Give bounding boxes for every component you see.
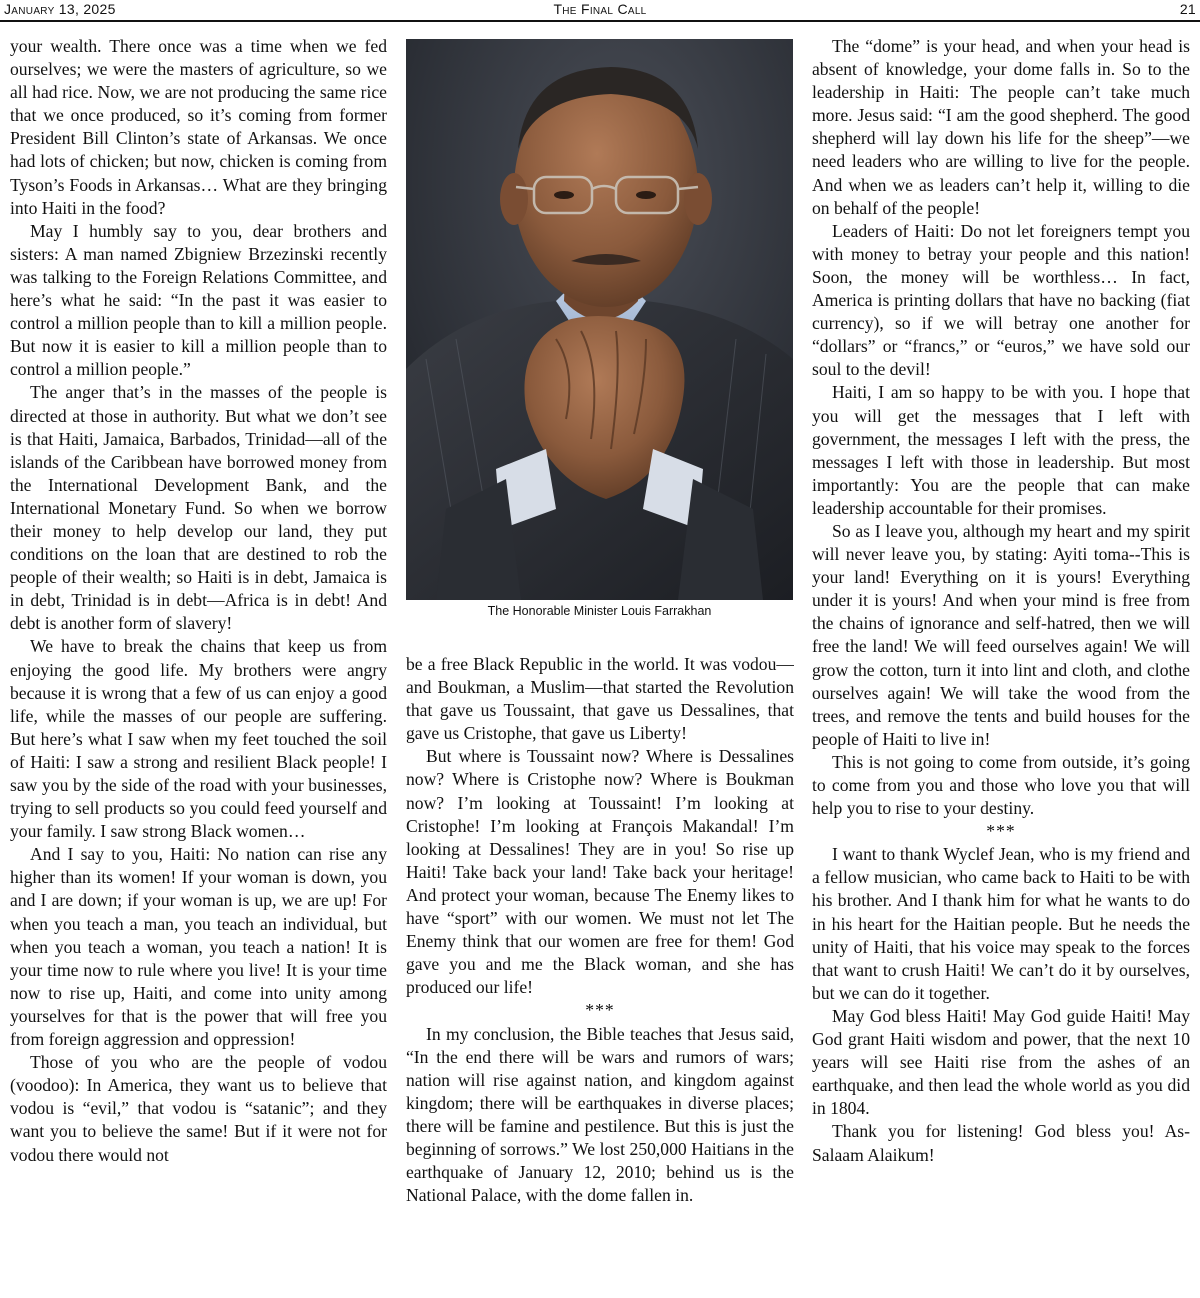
portrait-illustration <box>406 39 793 600</box>
paragraph: be a free Black Republic in the world. It was vodou—and Boukman, a Muslim—that started the Revolution that gave us Toussaint, that gave us Dessalines, that gave us Cristophe, that gave us Liberty! <box>406 654 794 744</box>
section-divider: *** <box>986 821 1016 842</box>
publication-name: The Final Call <box>553 1 647 17</box>
issue-date: January 13, 2025 <box>4 1 116 17</box>
paragraph: May I humbly say to you, dear brothers and sisters: A man named Zbigniew Brzezinski recently was talking to the Foreign Relations Committee, and here’s what he said: “In the past it was easier to control a million people than to kill a million people. But now it is easier to kill a million people than to control a million people.” <box>10 220 387 380</box>
paragraph: But where is Toussaint now? Where is Dessalines now? Where is Cristophe now? Where is Boukman now? I’m looking at Toussaint! I’m looking at Cristophe! I’m looking at François Makandal! I’m looking at Dessalines! They are in you! So rise up Haiti! Take back your land! Take back your heritage! And protect your woman, because The Enemy likes to have “sport” with our women. We must not let The Enemy think that our women are free for them! God gave you and me the Black woman, and she has produced our life! <box>406 746 794 998</box>
paragraph: In my conclusion, the Bible teaches that Jesus said, “In the end there will be wars and rumors of wars; nation will rise against nation, and kingdom against kingdom; there will be earthquakes in diverse places; there will be famine and pestilence. But this is just the beginning of sorrows.” We lost 250,000 Haitians in the earthquake of January 12, 2010; behind us is the National Palace, with the dome fallen in. <box>406 1023 794 1206</box>
article-column-3 <box>812 35 1190 1297</box>
section-divider: *** <box>585 1000 615 1021</box>
page-number: 21 <box>1179 1 1196 17</box>
paragraph: Haiti, I am so happy to be with you. I hope that you will get the messages that I left with government, the messages I left with the press, the messages I left with those in leadership. But most importantly: You are the people that can make leadership accountable for their promises. <box>812 382 1190 518</box>
paragraph: And I say to you, Haiti: No nation can rise any higher than its women! If your woman is down, you and I are down; if your woman is up, we are up! For when you teach a man, you teach an individual, but when you teach a woman, you teach a nation! It is your time now to rule where you live! It is your time now to rise up, Haiti, and come into unity among yourselves for that is the power that will free you from foreign aggression and oppression! <box>10 844 387 1050</box>
paragraph: So as I leave you, although my heart and my spirit will never leave you, by stating: Ayiti toma--This is your land! Everything on it is yours! Everything under it is yours! And when your mind is free from the chains of ignorance and self-hatred, then we will free the land! We will feed ourselves again! We will grow the cotton, turn it into lint and cloth, and clothe ourselves again! We will take the wood from the trees, and remove the tents and build houses for the people of Haiti to live in! <box>812 520 1190 749</box>
photo-caption: The Honorable Minister Louis Farrakhan <box>487 604 712 618</box>
paragraph: Thank you for listening! God bless you! As-Salaam Alaikum! <box>812 1121 1190 1165</box>
paragraph: your wealth. There once was a time when we fed ourselves; we were the masters of agriculture, so we all had rice. Now, we are not producing the same rice that we once produced, so it’s coming from former President Bill Clinton’s state of Arkansas. We once had lots of chicken; but now, chicken is coming from Tyson’s Foods in Arkansas… What are they bringing into Haiti in the food? <box>10 36 387 218</box>
paragraph: The “dome” is your head, and when your head is absent of knowledge, your dome falls in. So to the leadership in Haiti: The people can’t take much more. Jesus said: “I am the good shepherd. The good shepherd will lay down his life for the sheep”—we need leaders who are willing to live for the people. And when we as leaders can’t help it, willing to die on behalf of the people! <box>812 36 1190 218</box>
article-column-2 <box>406 653 794 1298</box>
paragraph: I want to thank Wyclef Jean, who is my friend and a fellow musician, who came back to Haiti to be with his brother. And I thank him for what he wants to do in his heart for the Haitian people. But he needs the unity of Haiti, that his voice may speak to the forces that want to crush Haiti! We can’t do it by ourselves, but we can do it together. <box>812 844 1190 1003</box>
paragraph: Those of you who are the people of vodou (voodoo): In America, they want us to believe that vodou is “evil,” that vodou is “satanic”; and they want you to believe the same! But if it were not for vodou there would not <box>10 1052 387 1165</box>
paragraph: May God bless Haiti! May God guide Haiti! May God grant Haiti wisdom and power, that the next 10 years will see Haiti rise from the ashes of an earthquake, and then lead the whole world as you did in 1804. <box>812 1005 1190 1119</box>
paragraph: This is not going to come from outside, it’s going to come from you and those who love you that will help you to rise to your destiny. <box>812 751 1190 819</box>
paragraph: We have to break the chains that keep us from enjoying the good life. My brothers were angry because it is wrong that a few of us can enjoy a good life, while the masses of our people are suffering. But here’s what I saw when my feet touched the soil of Haiti: I saw a strong and resilient Black people! I saw you by the side of the road with your businesses, trying to sell products so you could feed yourself and your family. I saw strong Black women… <box>10 636 387 842</box>
paragraph: Leaders of Haiti: Do not let foreigners tempt you with money to betray your people and this nation! Soon, the money will be worthless… In fact, America is printing dollars that have no backing (fiat currency), so if we will betray one another for “dollars” or “francs,” or “euros,” we have sold our soul to the devil! <box>812 220 1190 380</box>
portrait-photo <box>406 39 793 600</box>
article-column-1 <box>10 35 387 1297</box>
paragraph: The anger that’s in the masses of the people is directed at those in authority. But what we don’t see is that Haiti, Jamaica, Barbados, Trinidad—all of the islands of the Caribbean have borrowed money from the International Development Bank, and the International Monetary Fund. So when we borrow their money to help develop our land, they put conditions on the loan that are destined to rob the people of their wealth; so Haiti is in debt, Jamaica is in debt, Trinidad is in debt—Africa is in debt! And debt is another form of slavery! <box>10 382 387 634</box>
masthead <box>0 0 1200 22</box>
